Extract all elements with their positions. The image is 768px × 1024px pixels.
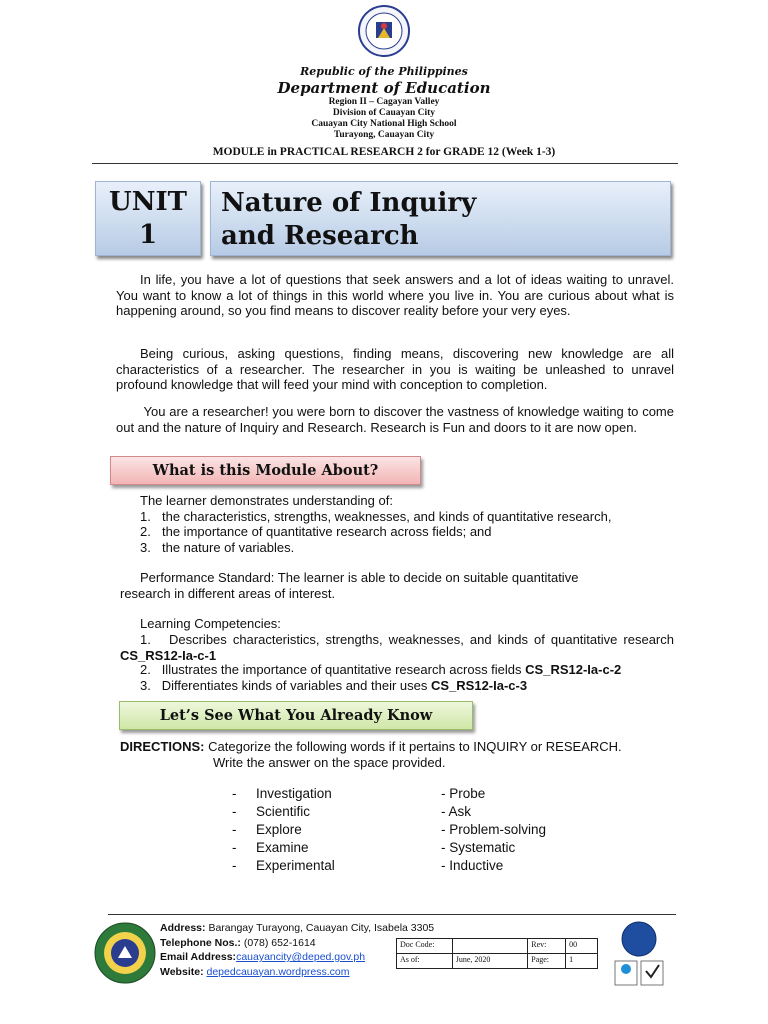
- list-item: - Systematic: [441, 840, 516, 855]
- school-line: Cauayan City National High School: [311, 119, 457, 129]
- republic-line: Republic of the Philippines: [300, 65, 468, 78]
- unit-number: 1: [138, 220, 158, 250]
- list-item: - Investigation: [232, 786, 332, 801]
- iaf-certification-logo-icon: [611, 921, 667, 987]
- list-item: - Probe: [441, 786, 486, 801]
- letterhead: [0, 4, 768, 141]
- list-item: 3. the nature of variables.: [140, 540, 295, 555]
- competency-item: 3. Differentiates kinds of variables and their uses CS_RS12-Ia-c-3: [140, 678, 528, 693]
- telephone-row: Telephone Nos.: (078) 652-1614: [160, 936, 316, 949]
- list-item: - Ask: [441, 804, 472, 819]
- unit-label: UNIT: [109, 187, 187, 217]
- doc-code-value: [452, 939, 528, 954]
- department-line: Department of Education: [277, 79, 491, 97]
- doc-code-label: Doc Code:: [397, 939, 453, 954]
- rev-label: Rev:: [528, 939, 566, 954]
- asof-label: As of:: [397, 954, 453, 969]
- left-word-list: [232, 785, 335, 875]
- intro-paragraph-1: In life, you have a lot of questions that seek answers and a lot of ideas waiting to unravel. You want to know a lot of things in this world where you live in. You are curious about what is happening around, so you find means to discover reality before your very eyes.: [116, 272, 674, 318]
- list-item: - Problem-solving: [441, 822, 547, 837]
- list-item: - Inductive: [441, 858, 504, 873]
- list-item: - Explore: [232, 822, 302, 837]
- right-word-list: [441, 785, 546, 875]
- directions: DIRECTIONS: Categorize the following words if it pertains to INQUIRY or RESEARCH.: [120, 739, 622, 754]
- list-item: 2. the importance of quantitative research across fields; and: [140, 524, 492, 539]
- contact-block: [160, 921, 434, 979]
- unit-title-box: [210, 181, 671, 256]
- unit-title-line2: and Research: [221, 221, 419, 251]
- unit-box: [95, 181, 201, 256]
- directions-cont: Write the answer on the space provided.: [213, 755, 446, 770]
- module-title: MODULE in PRACTICAL RESEARCH 2 for GRADE 12 (Week 1-3): [212, 146, 556, 158]
- list-item: - Scientific: [232, 804, 311, 819]
- competency-item: 2. Illustrates the importance of quantitative research across fields CS_RS12-Ia-c-2: [140, 662, 622, 677]
- website-row: Website: depedcauayan.wordpress.com: [160, 965, 350, 978]
- performance-standard: Performance Standard: The learner is able to decide on suitable quantitative: [140, 570, 579, 585]
- address-line: Turayong, Cauayan City: [333, 130, 435, 140]
- divider: [92, 163, 678, 164]
- unit-title-line1: Nature of Inquiry: [221, 188, 477, 218]
- about-lead: The learner demonstrates understanding of:: [140, 493, 393, 508]
- intro-paragraph-3: You are a researcher! you were born to discover the vastness of knowledge waiting to come out and the nature of Inquiry and Research. Research is Fun and doors to it are now open.: [116, 404, 674, 435]
- competencies-heading: Learning Competencies:: [140, 616, 281, 631]
- intro-paragraph-2: Being curious, asking questions, finding means, discovering new knowledge are all characteristics of a researcher. The researcher in you is waiting be unleashed to unravel profound knowledge that will feed your mind with conception to completion.: [116, 346, 674, 392]
- section-heading-know: Let’s See What You Already Know: [119, 701, 473, 730]
- rev-value: 00: [566, 939, 598, 954]
- footer-divider: [108, 914, 676, 915]
- list-item: - Examine: [232, 840, 309, 855]
- page-label: Page:: [528, 954, 566, 969]
- document-control-table: [396, 938, 598, 969]
- asof-value: June, 2020: [452, 954, 528, 969]
- email-row: Email Address:cauayancity@deped.gov.ph: [160, 951, 366, 963]
- section-heading-about: What is this Module About?: [110, 456, 421, 485]
- region-line: Region II – Cagayan Valley: [328, 97, 440, 107]
- list-item: 1. the characteristics, strengths, weaknesses, and kinds of quantitative research,: [140, 509, 612, 524]
- performance-standard-cont: research in different areas of interest.: [120, 586, 336, 601]
- competency-item: 1. Describes characteristics, strengths, weaknesses, and kinds of quantitative research CS_RS12-Ia-c-1: [120, 632, 674, 663]
- page-value: 1: [566, 954, 598, 969]
- website-link[interactable]: depedcauayan.wordpress.com: [206, 965, 350, 978]
- list-item: - Experimental: [232, 858, 335, 873]
- address-row: Address: Barangay Turayong, Cauayan City, Isabela 3305: [160, 922, 435, 934]
- division-line: Division of Cauayan City: [332, 108, 436, 118]
- division-seal-icon: [94, 922, 156, 984]
- deped-seal-icon: [354, 4, 414, 58]
- email-link[interactable]: cauayancity@deped.gov.ph: [236, 951, 366, 963]
